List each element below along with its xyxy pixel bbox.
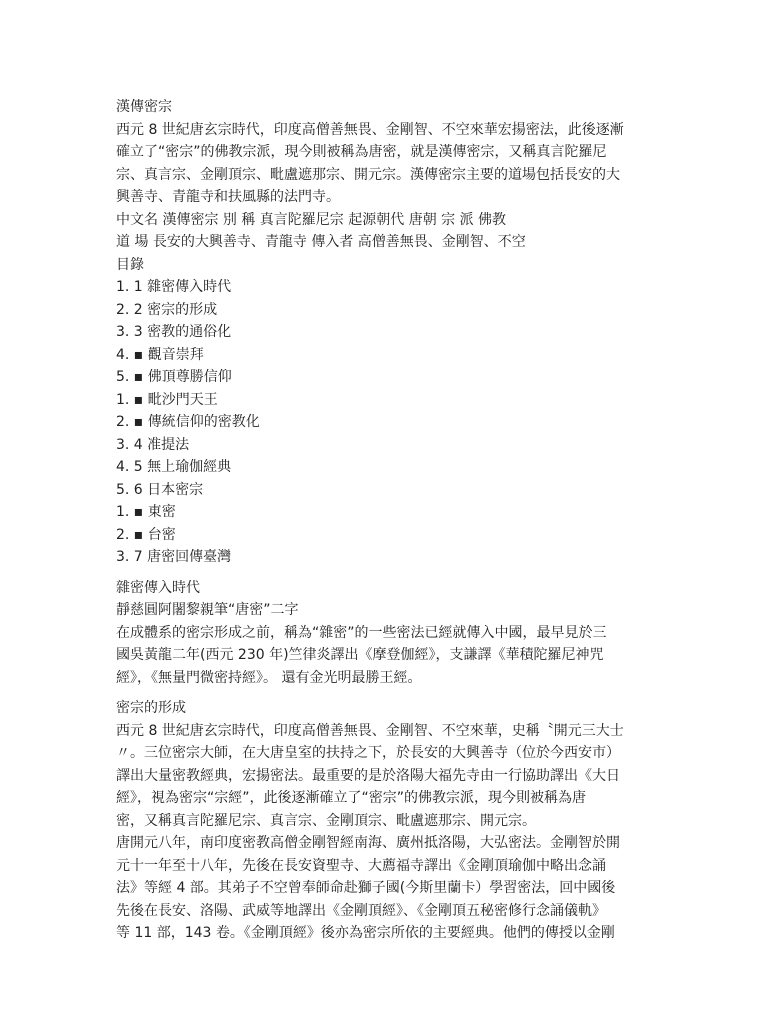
section-1 <box>116 577 656 690</box>
infobox-line: 中文名 漢傳密宗 別 稱 真言陀羅尼宗 起源朝代 唐朝 宗 派 佛教 <box>116 211 507 228</box>
toc-item[interactable]: 3. 3 密教的通俗化 <box>116 324 232 340</box>
paragraph-line: 西元 8 世紀唐玄宗時代，印度高僧善無畏、金剛智、不空來華，史稱〝開元三大士 <box>116 722 624 739</box>
paragraph-line: 經》，《無量門微密持經》。 還有金光明最勝王經。 <box>116 669 422 686</box>
toc-item[interactable]: 1. ▪ 東密 <box>116 504 176 520</box>
table-of-contents <box>116 254 656 569</box>
paragraph-line: 在成體系的密宗形成之前，稱為“雜密”的一些密法已經就傳入中國，最早見於三 <box>116 624 607 641</box>
toc-item[interactable]: 4. 5 無上瑜伽經典 <box>116 459 232 475</box>
toc-item[interactable]: 3. 7 唐密回傳臺灣 <box>116 549 232 565</box>
paragraph-line: 密，又稱真言陀羅尼宗、真言宗、金剛頂宗、毗盧遮那宗、開元宗。 <box>116 812 536 829</box>
intro-line: 宗、真言宗、金剛頂宗、毗盧遮那宗、開元宗。漢傳密宗主要的道場包括長安的大 <box>116 166 620 183</box>
doc-title: 漢傳密宗 <box>116 99 172 115</box>
toc-item[interactable]: 2. ▪ 傳統信仰的密教化 <box>116 414 260 430</box>
infobox-line: 道 場 長安的大興善寺、青龍寺 傳入者 高僧善無畏、金剛智、不空 <box>116 234 526 250</box>
paragraph-line: 等 11 部，143 卷。《金剛頂經》後亦為密宗所依的主要經典。他們的傳授以金剛 <box>116 925 615 941</box>
paragraph-line: 唐開元八年，南印度密教高僧金剛智經南海、廣州抵洛陽，大弘密法。金剛智於開 <box>116 835 620 851</box>
paragraph-line: 法》等經 4 部。其弟子不空曾奉師命赴獅子國(今斯里蘭卡）學習密法，回中國後 <box>116 880 616 896</box>
document-body <box>116 96 656 945</box>
image-caption: 靜慈圓阿闍黎親筆“唐密”二字 <box>116 602 299 618</box>
intro-line: 確立了“密宗”的佛教宗派，現今則被稱為唐密，就是漢傳密宗，又稱真言陀羅尼 <box>116 144 607 160</box>
toc-title: 目錄 <box>116 256 144 273</box>
intro-line: 興善寺、青龍寺和扶風縣的法門寺。 <box>116 189 340 205</box>
section-heading: 密宗的形成 <box>116 700 186 716</box>
section-heading: 雜密傳入時代 <box>116 579 200 596</box>
toc-item[interactable]: 1. 1 雜密傳入時代 <box>116 279 232 295</box>
intro-line: 西元 8 世紀唐玄宗時代，印度高僧善無畏、金剛智、不空來華宏揚密法，此後逐漸 <box>116 121 624 138</box>
paragraph-line: 先後在長安、洛陽、武威等地譯出《金剛頂經》、《金剛頂五秘密修行念誦儀軌》 <box>116 902 606 919</box>
toc-item[interactable]: 5. ▪ 佛頂尊勝信仰 <box>116 369 232 385</box>
paragraph-line: 國吳黃龍二年(西元 230 年)竺律炎譯出《摩登伽經》，支謙譯《華積陀羅尼神咒 <box>116 647 604 663</box>
intro-paragraph <box>116 119 656 209</box>
paragraph-line: 經》，視為密宗“宗經”，此後逐漸確立了“密宗”的佛教宗派，現今則被稱為唐 <box>116 790 587 806</box>
paragraph-line: 譯出大量密教經典，宏揚密法。最重要的是於洛陽大福先寺由一行協助譯出《大日 <box>116 767 620 784</box>
infobox <box>116 209 656 254</box>
toc-item[interactable]: 4. ▪ 觀音崇拜 <box>116 346 204 363</box>
paragraph-line: 元十一年至十八年，先後在長安資聖寺、大薦福寺譯出《金剛頂瑜伽中略出念誦 <box>116 857 606 874</box>
toc-item[interactable]: 3. 4 准提法 <box>116 436 190 453</box>
paragraph-line: 〃。三位密宗大師，在大唐皇室的扶持之下，於長安的大興善寺（位於今西安市） <box>116 745 620 761</box>
section-2 <box>116 697 656 945</box>
toc-item[interactable]: 2. ▪ 台密 <box>116 526 176 543</box>
toc-item[interactable]: 1. ▪ 毗沙門天王 <box>116 391 218 408</box>
toc-item[interactable]: 2. 2 密宗的形成 <box>116 301 218 318</box>
toc-item[interactable]: 5. 6 日本密宗 <box>116 481 204 498</box>
